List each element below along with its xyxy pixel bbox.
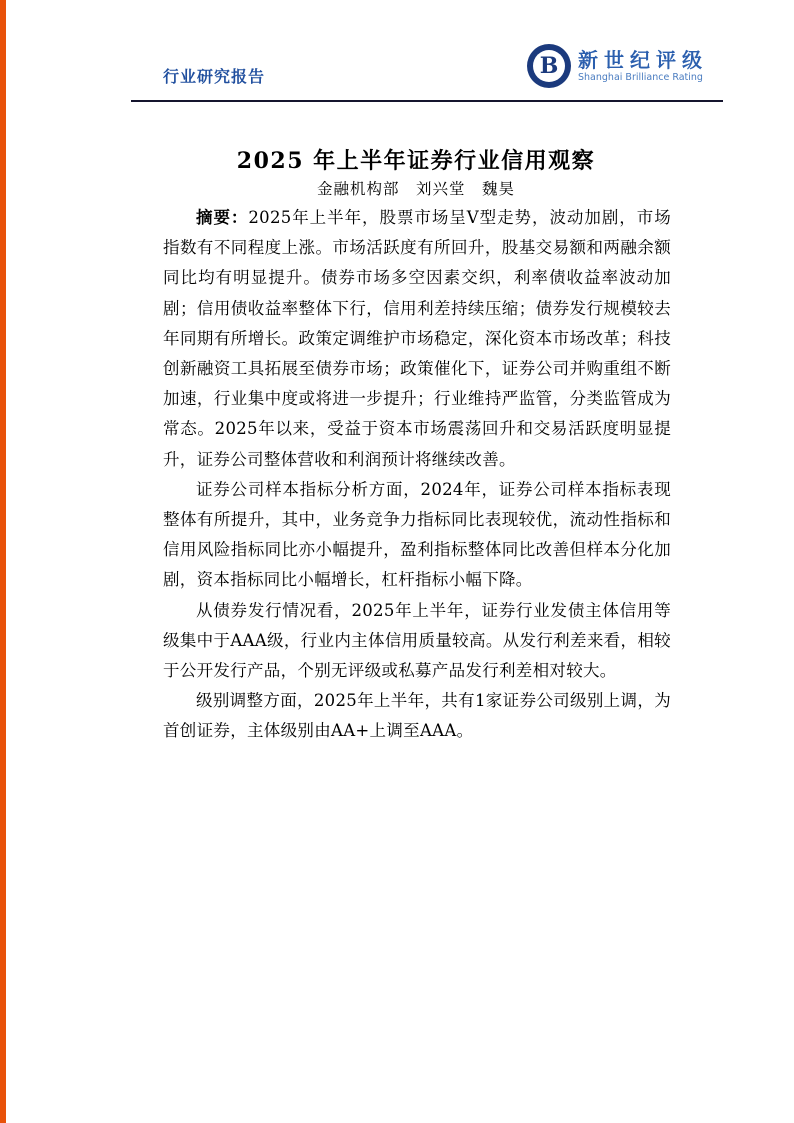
abstract-label: 摘要： (196, 208, 249, 227)
report-type-label: 行业研究报告 (163, 67, 266, 86)
page-title: 2025 年上半年证券行业信用观察 (236, 147, 596, 174)
brilliance-seal-icon (527, 44, 571, 88)
brand-logo (527, 42, 707, 90)
byline: 金融机构部 刘兴堂 魏昊 (316, 180, 515, 198)
document-body (163, 203, 671, 747)
abstract-paragraph (163, 203, 671, 475)
brand-name-cn: 新世纪评级 (578, 48, 708, 72)
left-accent-bar (0, 0, 6, 1123)
paragraph-rating-adjustment: 级别调整方面，2025年上半年，共有1家证券公司级别上调，为首创证券，主体级别由AA+上调至AAA。 (163, 691, 671, 741)
abstract-text: 2025年上半年，股票市场呈V型走势，波动加剧，市场指数有不同程度上涨。市场活跃度有所回升，股基交易额和两融余额同比均有明显提升。债券市场多空因素交织，利率债收益率波动加剧；信用债收益率整体下行，信用利差持续压缩；债券发行规模较去年同期有所增长。政策定调维护市场稳定，深化资本市场改革；科技创新融资工具拓展至债券市场；政策催化下，证券公司并购重组不断加速，行业集中度或将进一步提升；行业维持严监管，分类监管成为常态。2025年以来，受益于资本市场震荡回升和交易活跃度明显提升，证券公司整体营收和利润预计将继续改善。 (163, 208, 671, 469)
paragraph-bond-issuance: 从债券发行情况看，2025年上半年，证券行业发债主体信用等级集中于AAA级，行业内主体信用质量较高。从发行利差来看，相较于公开发行产品，个别无评级或私募产品发行利差相对较大。 (163, 600, 671, 681)
paragraph-sample-indicators: 证券公司样本指标分析方面，2024年，证券公司样本指标表现整体有所提升，其中，业务竞争力指标同比表现较优，流动性指标和信用风险指标同比亦小幅提升，盈利指标整体同比改善但样本分化加剧，资本指标同比小幅增长，杠杆指标小幅下降。 (163, 479, 671, 590)
header-divider (131, 100, 723, 102)
brand-name-en: Shanghai Brilliance Rating (578, 72, 703, 83)
seal-monogram: B (539, 53, 559, 79)
